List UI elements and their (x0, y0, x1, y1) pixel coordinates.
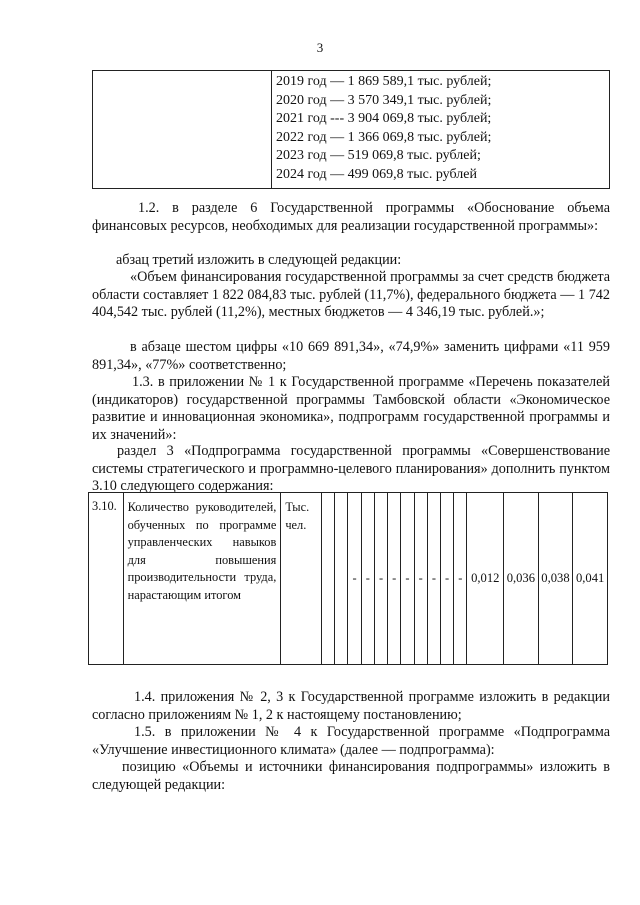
budget-line-2023: 2023 год — 519 069,8 тыс. рублей; (276, 148, 481, 164)
paragraph-1-3: 1.3. в приложении № 1 к Государственной программе «Перечень показателей (индикаторов) государственной программы Тамбовской области «Экономическое развитие и инновационная экономика», подпрограмм государственной программы и их значений»: (92, 374, 610, 443)
paragraph-abzac-shestoy: в абзаце шестом цифры «10 669 891,34», «74,9%» заменить цифрами «11 959 891,34», «77%» соответственно; (92, 339, 610, 373)
indicator-table (88, 492, 608, 665)
indicator-value: 0,012 (467, 493, 504, 665)
budget-table (92, 70, 610, 189)
paragraph-1-4: 1.4. приложения № 2, 3 к Государственной программе изложить в редакции согласно приложениям № 1, 2 к настоящему постановлению; (92, 689, 610, 723)
indicator-dash-cell: - (388, 493, 401, 665)
budget-line-2021: 2021 год --- 3 904 069,8 тыс. рублей; (276, 111, 492, 127)
indicator-value: 0,036 (504, 493, 539, 665)
paragraph-razdel-3: раздел 3 «Подпрограмма государственной программы «Совершенствование системы стратегического и программно-целевого планирования» дополнить пунктом 3.10 следующего содержания: (92, 443, 610, 494)
budget-line-2024: 2024 год — 499 069,8 тыс. рублей (276, 166, 477, 182)
budget-table-empty-cell (93, 71, 272, 189)
budget-line-2020: 2020 год — 3 570 349,1 тыс. рублей; (276, 92, 492, 108)
indicator-dash-cell: - (401, 493, 414, 665)
indicator-dash-cell: - (348, 493, 361, 665)
indicator-dash-cell: - (427, 493, 440, 665)
indicator-dash-cell: - (374, 493, 387, 665)
budget-line-2019: 2019 год — 1 869 589,1 тыс. рублей; (276, 74, 492, 89)
paragraph-financing-quote: «Объем финансирования государственной программы за счет средств бюджета области составляет 1 822 084,83 тыс. рублей (11,7%), федерального бюджета — 1 742 404,542 тыс. рублей (11,2%), местных бюджетов — 4 346,19 тыс. рублей.»; (92, 269, 610, 320)
budget-line-2022: 2022 год — 1 366 069,8 тыс. рублей; (276, 129, 492, 145)
paragraph-1-5: 1.5. в приложении № 4 к Государственной программе «Подпрограмма «Улучшение инвестиционного климата» (далее — подпрограмма): (92, 724, 610, 758)
paragraph-abzac-tretiy: абзац третий изложить в следующей редакции: (116, 252, 402, 268)
indicator-value: 0,041 (573, 493, 608, 665)
indicator-dash-cell (335, 493, 348, 665)
paragraph-1-2: 1.2. в разделе 6 Государственной программы «Обоснование объема финансовых ресурсов, необходимых для реализации государственной программы»: (92, 200, 610, 234)
indicator-dash-cell: - (454, 493, 467, 665)
indicator-dash-cell: - (441, 493, 454, 665)
indicator-unit: Тыс. чел. (281, 493, 322, 665)
indicator-dash-cell: - (361, 493, 374, 665)
indicator-dash-cell (322, 493, 335, 665)
budget-table-lines-cell (272, 71, 610, 189)
page-number: 3 (316, 40, 324, 55)
indicator-dash-cell: - (414, 493, 427, 665)
indicator-number: 3.10. (89, 493, 124, 665)
paragraph-poziciya: позицию «Объемы и источники финансирования подпрограммы» изложить в следующей редакции: (92, 759, 610, 793)
indicator-name: Количество руководителей, обученных по программе управленческих навыков для повышения производительности труда, нарастающим итогом (123, 493, 281, 665)
indicator-value: 0,038 (538, 493, 573, 665)
